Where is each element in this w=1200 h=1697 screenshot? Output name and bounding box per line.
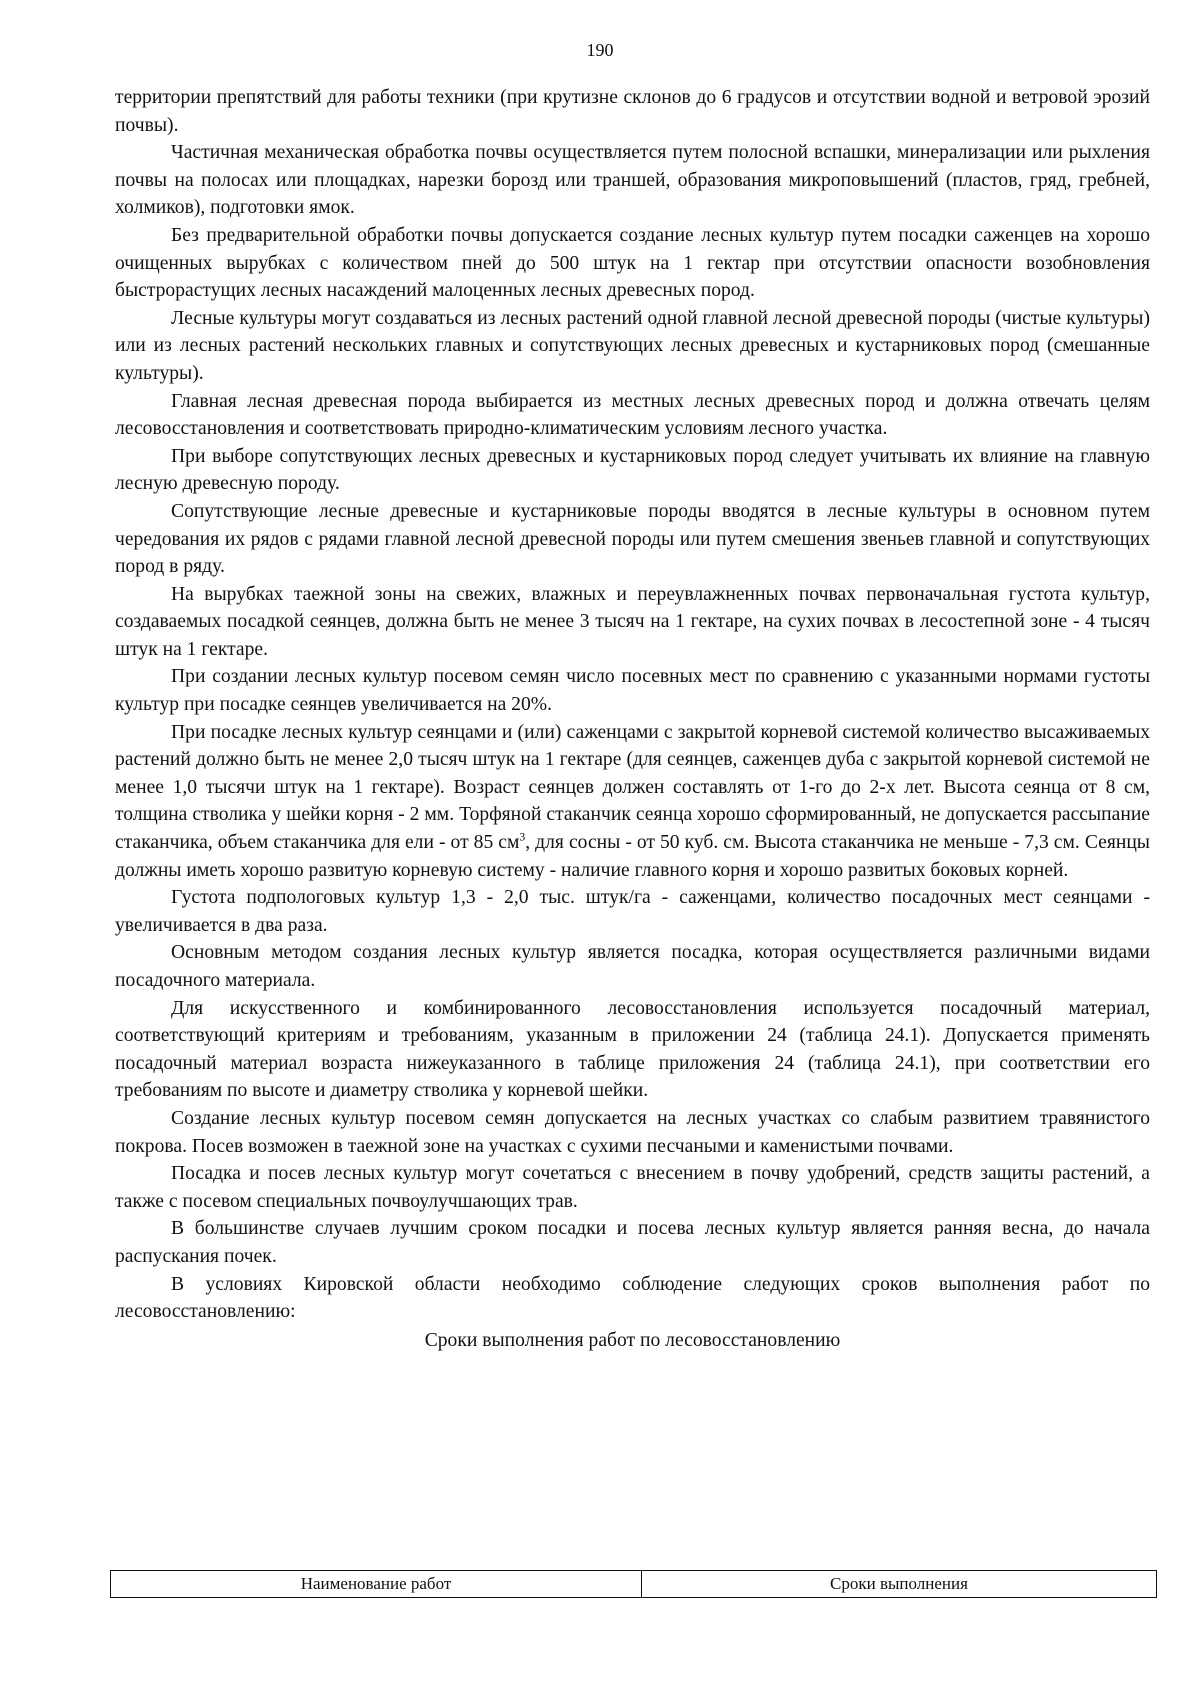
- paragraph: Создание лесных культур посевом семян допускается на лесных участках со слабым развитием травянистого покрова. Посев возможен в таежной зоне на участках с сухими песчаными и каменистыми почвами.: [115, 1107, 1150, 1157]
- paragraph: При выборе сопутствующих лесных древесных и кустарниковых пород следует учитывать их влияние на главную лесную древесную породу.: [115, 445, 1150, 495]
- body-text: [115, 84, 1150, 1354]
- paragraph: Главная лесная древесная порода выбирается из местных лесных древесных пород и должна отвечать целям лесовосстановления и соответствовать природно-климатическим условиям лесного участка.: [115, 390, 1150, 440]
- paragraph: Густота подпологовых культур 1,3 - 2,0 тыс. штук/га - саженцами, количество посадочных мест сеянцами - увеличивается в два раза.: [115, 887, 1150, 936]
- paragraph: Частичная механическая обработка почвы осуществляется путем полосной вспашки, минерализации или рыхления почвы на полосах или площадках, нарезки борозд или траншей, образования микроповышений (пластов, гряд, гребней, холмиков), подготовки ямок.: [115, 142, 1150, 219]
- paragraph: Посадка и посев лесных культур могут сочетаться с внесением в почву удобрений, средств защиты растений, а также с посевом специальных почвоулучшающих трав.: [115, 1163, 1150, 1212]
- paragraph: Без предварительной обработки почвы допускается создание лесных культур путем посадки саженцев на хорошо очищенных вырубках с количеством пней до 500 штук на 1 гектар при отсутствии опасности возобновления быстрорастущих лесных насаждений малоценных лесных древесных пород.: [115, 224, 1150, 302]
- paragraph: На вырубках таежной зоны на свежих, влажных и переувлажненных почвах первоначальная густота культур, создаваемых посадкой сеянцев, должна быть не менее 3 тысяч на 1 гектаре, на сухих почвах в лесостепной зоне - 4 тысяч штук на 1 гектаре.: [115, 583, 1150, 660]
- paragraph: Лесные культуры могут создаваться из лесных растений одной главной лесной древесной породы (чистые культуры) или из лесных растений нескольких главных и сопутствующих лесных древесных и кустарниковых пород (смешанные культуры).: [115, 307, 1150, 384]
- paragraph: В условиях Кировской области необходимо соблюдение следующих сроков выполнения работ по лесовосстановлению:: [115, 1273, 1150, 1323]
- schedule-table: [110, 1570, 1157, 1598]
- paragraph: В большинстве случаев лучшим сроком посадки и посева лесных культур является ранняя весна, до начала распускания почек.: [115, 1218, 1150, 1267]
- column-header-deadline: Сроки выполнения: [642, 1571, 1157, 1598]
- superscript-cube: 3: [519, 830, 526, 844]
- table-header-row: [111, 1571, 1157, 1598]
- paragraph: территории препятствий для работы техники (при крутизне склонов до 6 градусов и отсутствии водной и ветровой эрозий почвы).: [115, 87, 1150, 136]
- paragraph-text-part: При посадке лесных культур сеянцами и (или) саженцами с закрытой корневой системой количество высаживаемых растений должно быть не менее 2,0 тысяч штук на 1 гектаре (для сеянцев, саженцев дуба с закрытой корневой системой не менее 1,0 тысячи штук на 1 гектаре). Возраст сеянцев должен составлять от 1-го до 2-х лет. Высота сеянца от 8 см, толщина стволика у шейки корня - 2 мм. Торфяной стаканчик сеянца хорошо сформированный, не допускается рассыпание стаканчика, объем стаканчика для ели - от 85 см: [115, 721, 1150, 854]
- paragraph: Для искусственного и комбинированного лесовосстановления используется посадочный материал, соответствующий критериям и требованиям, указанным в приложении 24 (таблица 24.1). Допускается применять посадочный материал возраста нижеуказанного в таблице приложения 24 (таблица 24.1), при соответствии его требованиям по высоте и диаметру стволика у корневой шейки.: [115, 997, 1150, 1102]
- paragraph: Сопутствующие лесные древесные и кустарниковые породы вводятся в лесные культуры в основном путем чередования их рядов с рядами главной лесной древесной породы или путем смешения звеньев главной и сопутствующих пород в ряду.: [115, 500, 1150, 578]
- paragraph-text-part: , для сосны - от 50 куб. см. Высота стаканчика не меньше - 7,3 см. Сеянцы должны иметь хорошо развитую корневую систему - наличие главного корня и хорошо развитых боковых корней.: [115, 832, 1150, 881]
- table-caption: Сроки выполнения работ по лесовосстановлению: [424, 1329, 841, 1351]
- column-header-work-name: Наименование работ: [111, 1571, 642, 1598]
- paragraph-seedlings-closed-root: [115, 719, 1150, 885]
- paragraph: Основным методом создания лесных культур является посадка, которая осуществляется различными видами посадочного материала.: [115, 942, 1150, 991]
- paragraph: При создании лесных культур посевом семян число посевных мест по сравнению с указанными нормами густоты культур при посадке сеянцев увеличивается на 20%.: [115, 666, 1150, 716]
- page-number: 190: [586, 40, 614, 60]
